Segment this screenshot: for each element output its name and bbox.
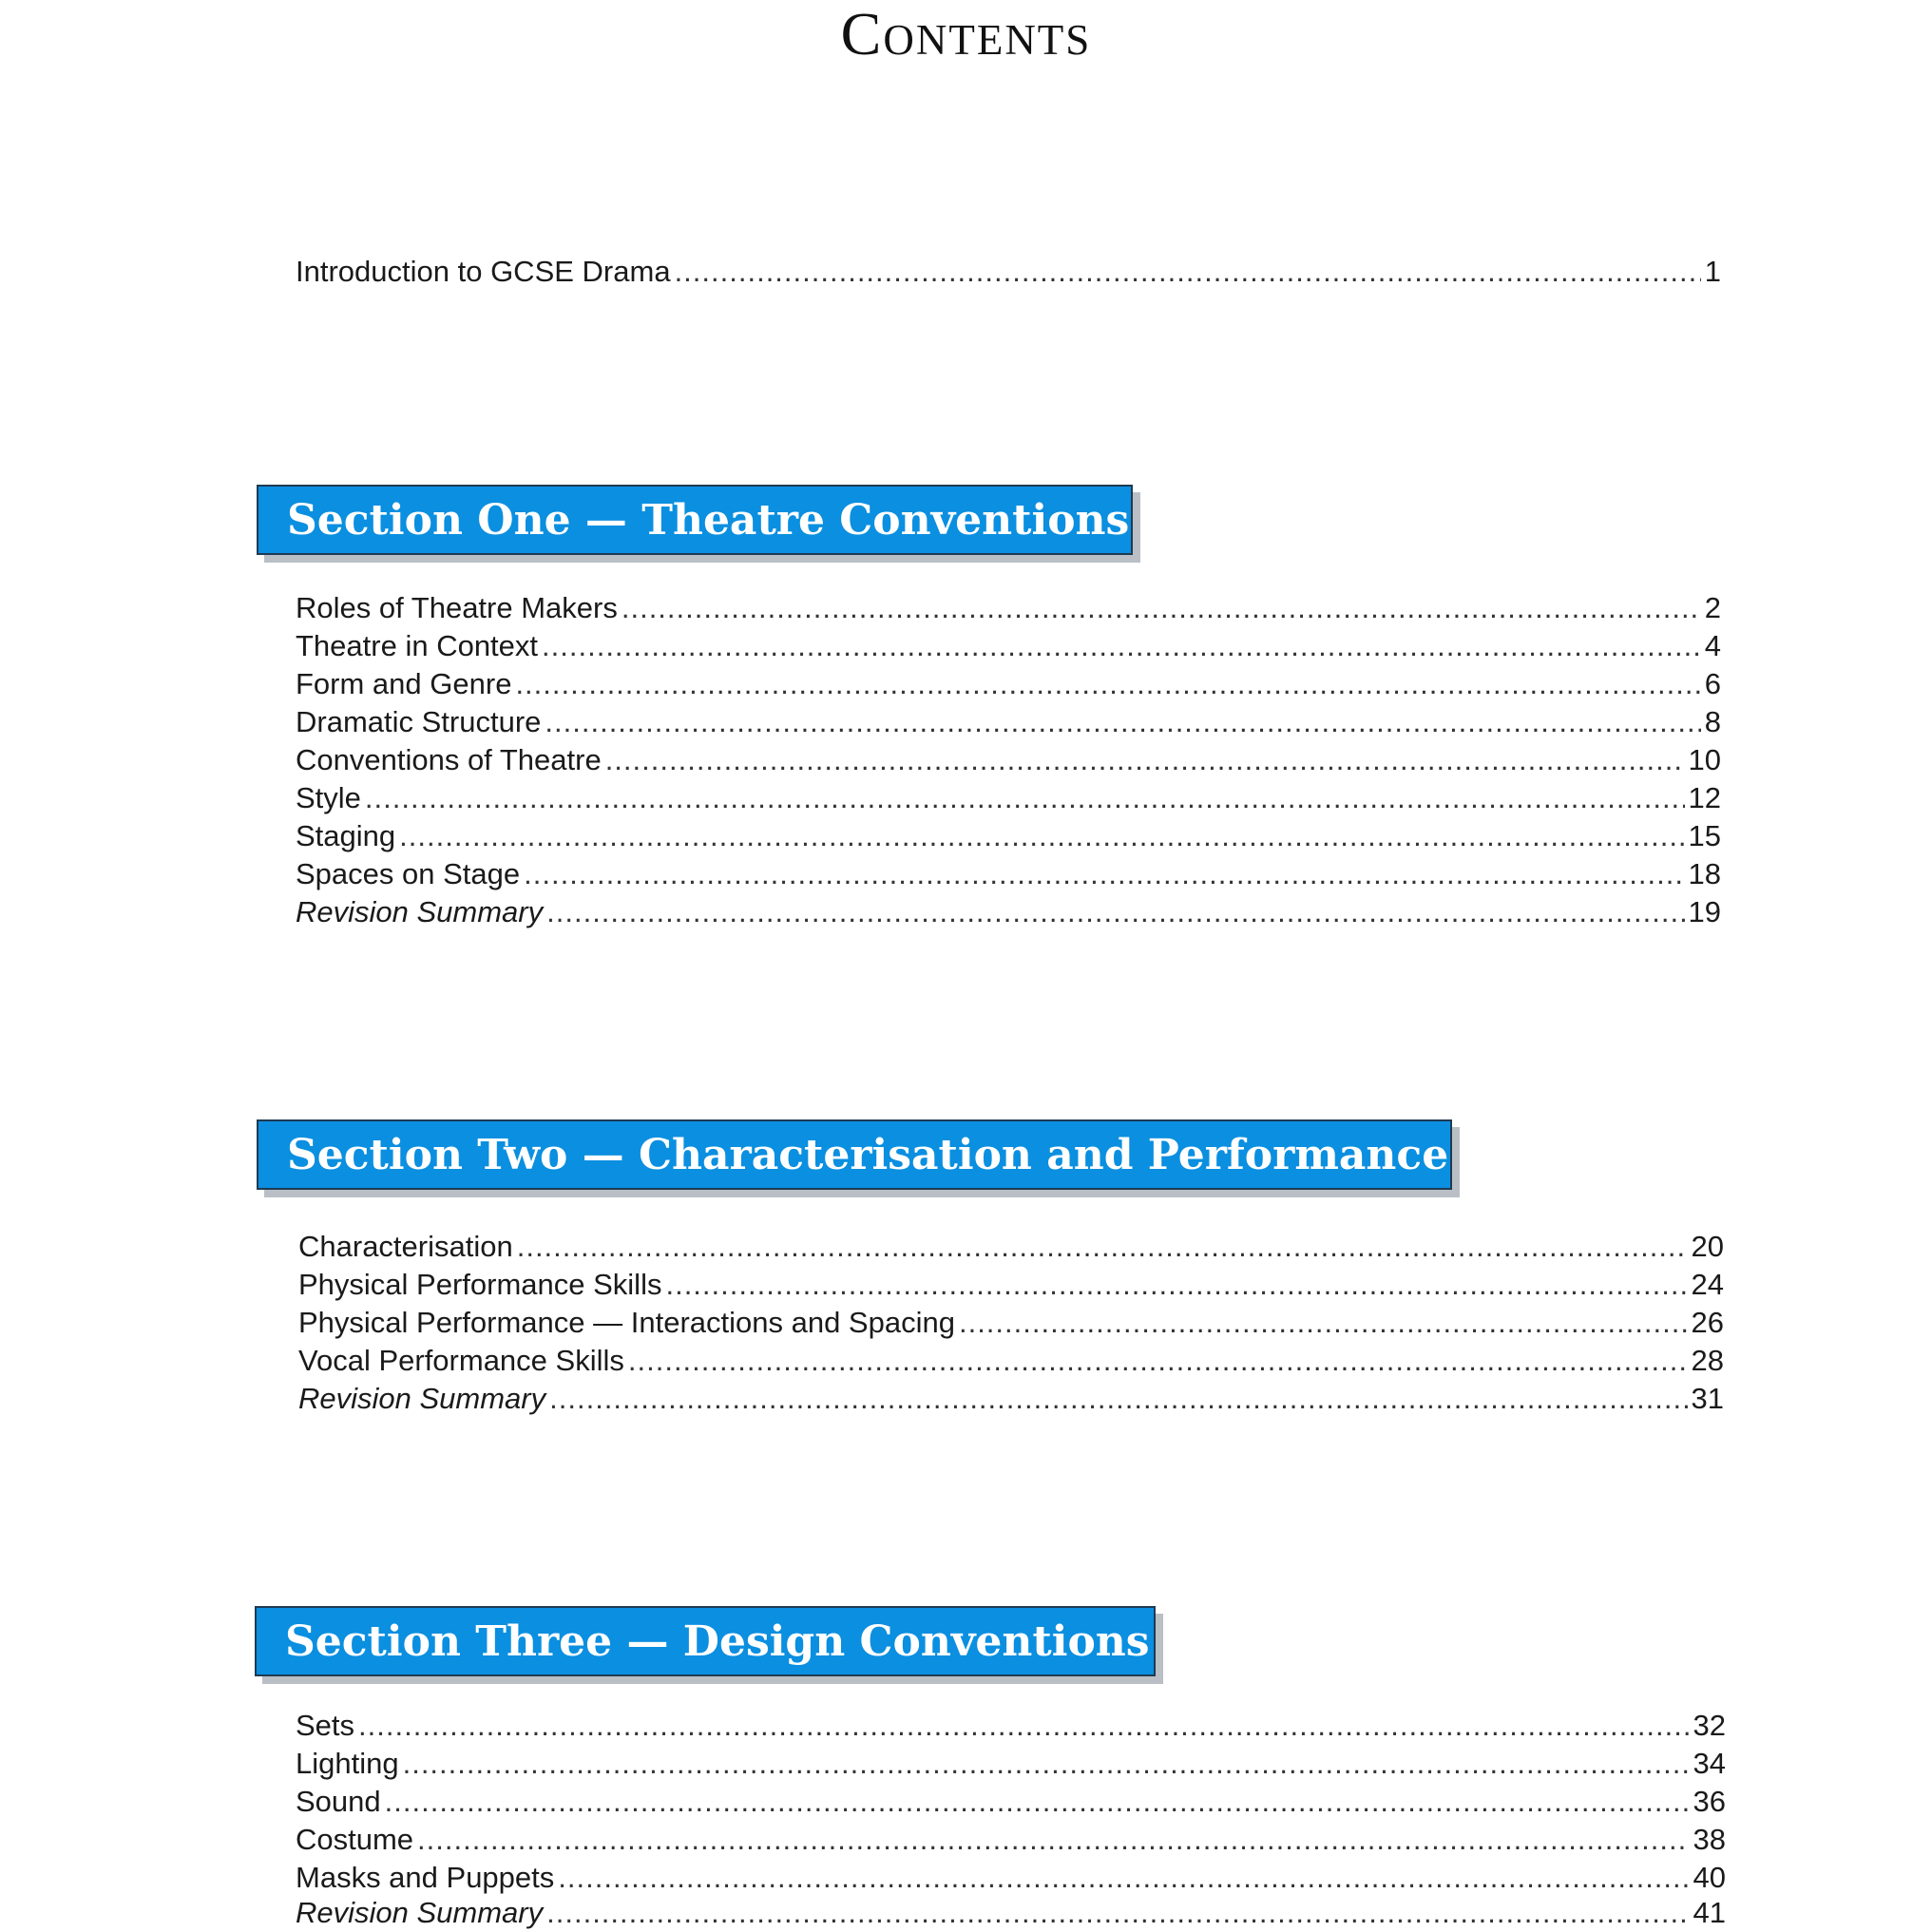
page-title: Contents	[840, 0, 1092, 67]
toc-entry-label: Sound	[296, 1785, 381, 1818]
section-three-heading: Section Three — Design Conventions	[285, 1617, 1150, 1666]
toc-entry-label: Revision Summary	[296, 895, 544, 928]
toc-entry-page: 41	[1693, 1896, 1726, 1929]
toc-entry-page: 4	[1704, 629, 1721, 662]
toc-entry-physical-performance-skills[interactable]	[298, 1266, 1724, 1304]
toc-entry-label: Sets	[296, 1709, 355, 1742]
toc-entry-label: Dramatic Structure	[296, 705, 542, 738]
section-two-heading: Section Two — Characterisation and Performance	[287, 1131, 1449, 1179]
dot-leader	[549, 1380, 1687, 1418]
toc-entry-dramatic-structure[interactable]	[296, 703, 1721, 741]
toc-entry-characterisation[interactable]	[298, 1228, 1724, 1266]
toc-entry-label: Physical Performance — Interactions and Spacing	[298, 1306, 955, 1339]
toc-entry-roles-of-theatre-makers[interactable]	[296, 589, 1721, 627]
toc-entry-page: 18	[1688, 857, 1721, 890]
toc-entry-page: 8	[1704, 705, 1721, 738]
toc-entry-staging[interactable]	[296, 817, 1721, 855]
dot-leader	[517, 1228, 1688, 1266]
toc-entry-label: Vocal Performance Skills	[298, 1344, 624, 1377]
section-one-heading: Section One — Theatre Conventions	[287, 496, 1130, 545]
dot-leader	[417, 1821, 1689, 1859]
toc-entry-page: 38	[1693, 1823, 1726, 1856]
dot-leader	[558, 1859, 1689, 1897]
toc-entry-label: Conventions of Theatre	[296, 743, 602, 776]
toc-entry-page: 15	[1688, 819, 1721, 852]
toc-entry-form-and-genre[interactable]	[296, 665, 1721, 703]
dot-leader	[545, 703, 1700, 741]
toc-entry-label: Roles of Theatre Makers	[296, 591, 618, 624]
dot-leader	[385, 1783, 1690, 1821]
toc-entry-label: Spaces on Stage	[296, 857, 521, 890]
toc-entry-physical-performance-interactions[interactable]	[298, 1304, 1724, 1342]
dot-leader	[546, 1894, 1689, 1932]
toc-entry-page: 32	[1693, 1709, 1726, 1742]
section-three-banner	[255, 1606, 1156, 1676]
toc-entry-page: 20	[1691, 1230, 1724, 1263]
toc-entry-label: Staging	[296, 819, 396, 852]
toc-entry-page: 6	[1704, 667, 1721, 700]
toc-entry-costume[interactable]	[296, 1821, 1726, 1859]
toc-entry-page: 12	[1688, 781, 1721, 814]
dot-leader	[628, 1342, 1688, 1380]
toc-entry-label: Masks and Puppets	[296, 1861, 555, 1894]
toc-entry-label: Revision Summary	[296, 1896, 544, 1929]
toc-entry-masks-and-puppets[interactable]	[296, 1859, 1726, 1897]
toc-entry-style[interactable]	[296, 779, 1721, 817]
toc-entry-theatre-in-context[interactable]	[296, 627, 1721, 665]
toc-entry-sound[interactable]	[296, 1783, 1726, 1821]
toc-entry-label: Lighting	[296, 1747, 399, 1780]
toc-entry-page: 2	[1704, 591, 1721, 624]
toc-entry-label: Style	[296, 781, 361, 814]
toc-entry-conventions-of-theatre[interactable]	[296, 741, 1721, 779]
dot-leader	[605, 741, 1685, 779]
toc-entry-page: 1	[1704, 255, 1721, 288]
toc-entry-lighting[interactable]	[296, 1745, 1726, 1783]
toc-entry-page: 36	[1693, 1785, 1726, 1818]
section-two-banner	[257, 1119, 1452, 1190]
toc-entry-label: Characterisation	[298, 1230, 513, 1263]
dot-leader	[403, 1745, 1690, 1783]
toc-entry-vocal-performance-skills[interactable]	[298, 1342, 1724, 1380]
toc-entry-revision-summary[interactable]	[296, 893, 1721, 931]
toc-entry-label: Physical Performance Skills	[298, 1268, 662, 1301]
dot-leader	[959, 1304, 1688, 1342]
dot-leader	[546, 893, 1684, 931]
dot-leader	[365, 779, 1685, 817]
toc-entry-page: 10	[1688, 743, 1721, 776]
dot-leader	[542, 627, 1701, 665]
dot-leader	[515, 665, 1700, 703]
toc-entry-page: 24	[1691, 1268, 1724, 1301]
toc-entry-revision-summary[interactable]	[298, 1380, 1724, 1418]
toc-entry-page: 28	[1691, 1344, 1724, 1377]
toc-entry-page: 40	[1693, 1861, 1726, 1894]
toc-entry-page: 19	[1688, 895, 1721, 928]
dot-leader	[675, 253, 1701, 291]
toc-entry-label: Theatre in Context	[296, 629, 539, 662]
toc-entry-revision-summary[interactable]	[296, 1894, 1726, 1932]
dot-leader	[524, 855, 1684, 893]
section-one-banner	[257, 485, 1133, 555]
dot-leader	[665, 1266, 1687, 1304]
toc-entry-page: 31	[1691, 1382, 1724, 1415]
toc-entry-sets[interactable]	[296, 1707, 1726, 1745]
toc-entry-label: Revision Summary	[298, 1382, 546, 1415]
toc-entry-introduction[interactable]	[296, 253, 1721, 291]
toc-entry-label: Costume	[296, 1823, 414, 1856]
dot-leader	[358, 1707, 1689, 1745]
dot-leader	[622, 589, 1701, 627]
toc-entry-label: Form and Genre	[296, 667, 512, 700]
toc-entry-page: 26	[1691, 1306, 1724, 1339]
dot-leader	[399, 817, 1684, 855]
toc-entry-page: 34	[1693, 1747, 1726, 1780]
toc-entry-label: Introduction to GCSE Drama	[296, 255, 671, 288]
toc-entry-spaces-on-stage[interactable]	[296, 855, 1721, 893]
